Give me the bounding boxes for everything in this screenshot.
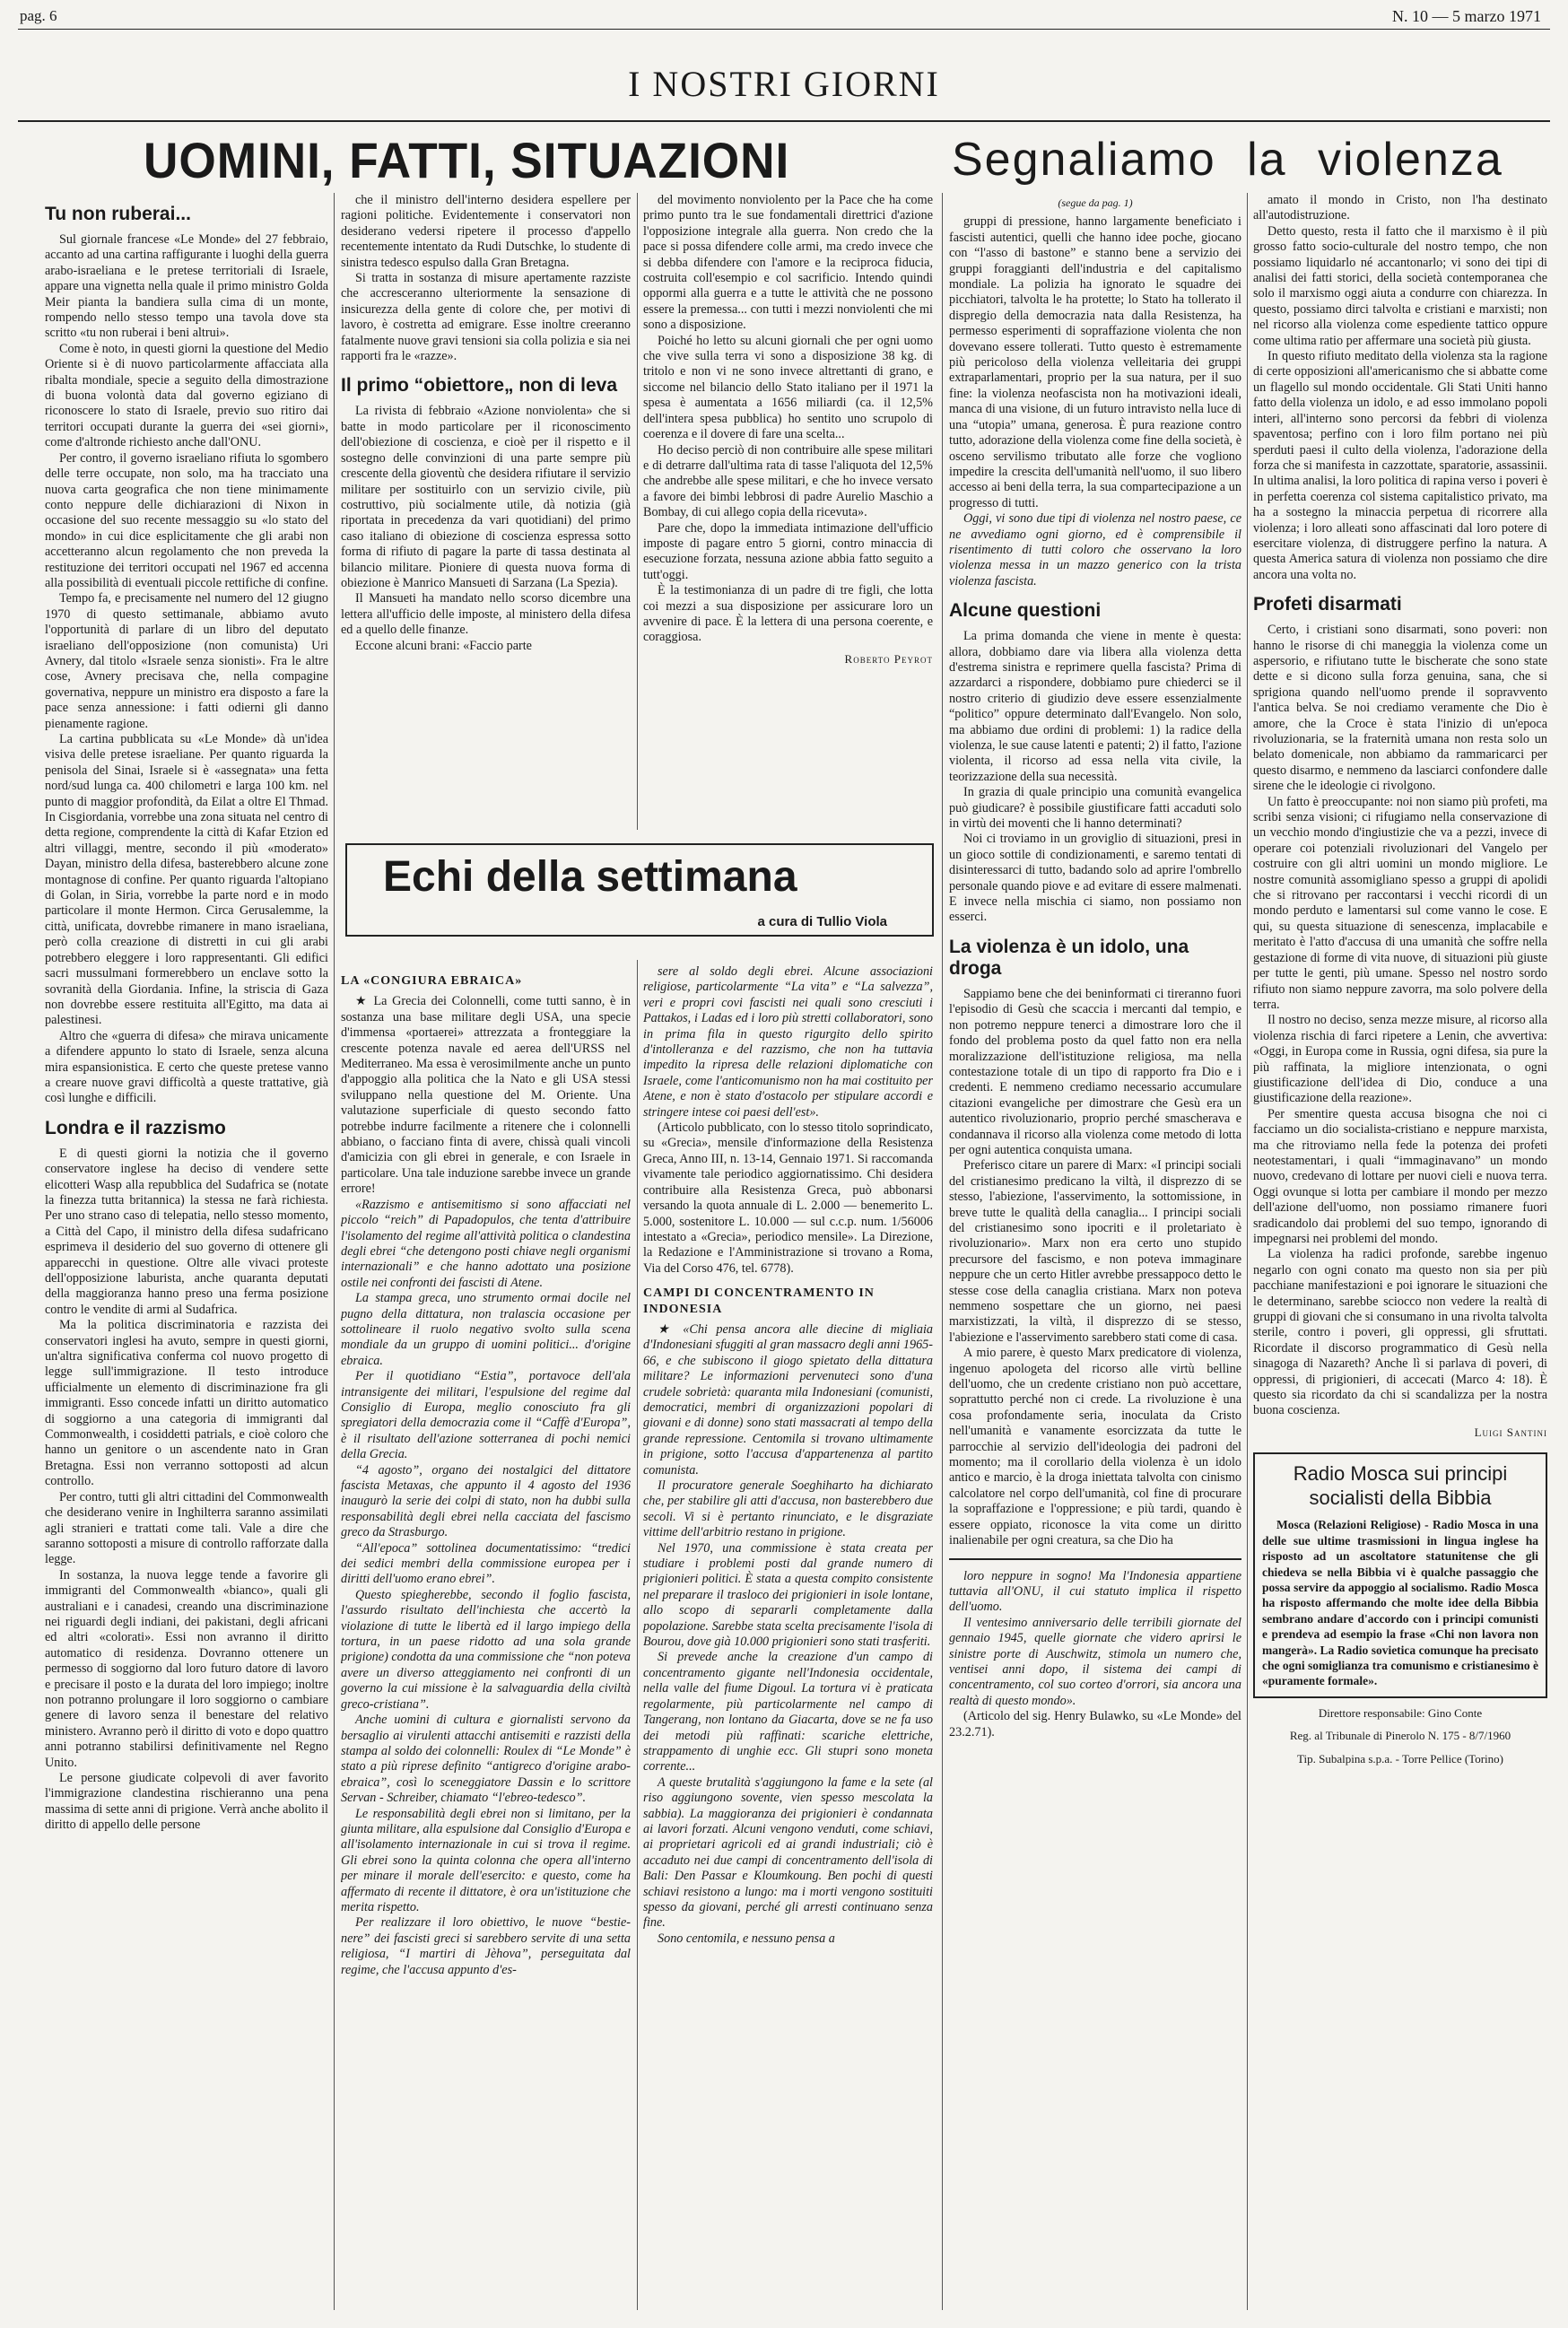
paragraph: Sappiamo bene che dei beninformati ci tireranno fuori l'episodio di Gesù che scaccia i mercanti dal tempio, e non potremo neppure tenerci a dimostrare loro che il fondo del problema posto da quel fatto non era nella moralizzazione dell'istituzione religiosa, ma nella contestazione totale di un tipo di rapporto fra Dio e i credenti. E nemmeno crediamo necessario accumulare citazioni evangeliche per dimostrare che Gesù era un autentico rivoluzionario, proprio perché smascherava e condannava il ricorso alla violenza come metodo di lotta per ogni autentica conquista umana.	[949, 986, 1241, 1157]
imprint-line: Reg. al Tribunale di Pinerolo N. 175 - 8/7/1960	[1289, 1729, 1511, 1743]
paragraph: (Articolo pubblicato, con lo stesso titolo soprindicato, su «Grecia», mensile d'informazione della Resistenza Greca, Anno III, n. 13-14, Gennaio 1971. Si raccomanda vivamente tale periodico aggiornatissimo. Chi desidera contribuire alla Resistenza Greca, può abbonarsi versando la quota annuale di L. 2.000 — benemerito L. 5.000, sostenitore L. 10.000 — sul c.c.p. num. 1/56006 intestato a «Grecia», periodico mensile». La Direzione, la Redazione e l'Amministrazione si trovano a Roma, Via del Corso 476, tel. 6778).	[643, 1120, 933, 1276]
column-divider	[637, 193, 638, 830]
paragraph: Il nostro no deciso, senza mezze misure, al ricorso alla violenza rischia di farci ripetere a Lenin, che avvertiva: «Oggi, in Europa come in Russia, ogni difesa, sia pure la più raffinata, la migliore intenzionata, o ogni giustificazione dell'idea di Dio, conduce a una giustificazione della reazione».	[1253, 1013, 1547, 1106]
italic-paragraph: «Razzismo e antisemitismo si sono affacciati nel piccolo “reich” di Papadopulos, che tenta d'attribuire l'isolamento del regime all'attività politica o clandestina degli ebrei “che detengono posti chiave negli organismi internazionali” e che hanno adottato una posizione ostile nei confronti dei fascisti di Atene.	[341, 1197, 631, 1290]
headline-left: UOMINI, FATTI, SITUAZIONI	[144, 132, 790, 188]
paragraph: Certo, i cristiani sono disarmati, sono poveri: non hanno le risorse di chi maneggia la violenza come un aspersorio, e rifiutano tutte le bischerate che sono state dette e si dicono sulla forza genuina, sana, che si sprigiona quando nell'uomo prende il sopravvento l'antica belva. Se noi crediamo veramente che Dio è amore, che la Croce è stata l'inizio di un'epoca rivoluzionaria, se la fraternità umana non resta solo un belato domenicale, non abbiamo da rammaricarci per questo disarmo, e nemmeno da lasciarci confondere dalle sirene che le ideologie ci rivolgono.	[1253, 623, 1547, 794]
italic-paragraph: sere al soldo degli ebrei. Alcune associazioni religiose, particolarmente “La vita” e “La salvezza”, veri e propri covi fascisti nei quali sono cresciuti i Pattakos, i Ladas ed i loro più stretti collaboratori, sono in prima fila in questo rigurgito dello spirito d'intolleranza e del razzismo, che non ha tuttavia impedito la ripresa delle relazioni diplomatiche con Israele, come l'anticomunismo non ha mai costituito per Atene, e non è stato d'ostacolo per stipulare accordi e stringere intese coi paesi dell'est».	[643, 964, 933, 1120]
paragraph: del movimento nonviolento per la Pace che ha come primo punto tra le sue fondamentali direttrici d'azione l'opposizione integrale alla guerra. Non credo che la pace si possa difendere colle armi, ma credo invece che si debba difendere con l'amore e la reciproca fiducia, costruita coll'esempio e col sacrificio. Intendo quindi oppormi alla guerra e a tutte le attività che ne possono essere la premessa... con tutti i mezzi nonviolenti che mi sono a disposizione.	[643, 193, 933, 333]
italic-paragraph: loro neppure in sogno! Ma l'Indonesia appartiene tuttavia all'ONU, il cui statuto implica il rispetto dell'uomo.	[949, 1568, 1241, 1615]
column-3-bottom	[643, 964, 933, 2315]
paragraph: Il Mansueti ha mandato nello scorso dicembre una lettera all'ufficio delle imposte, al ministero della difesa ed a quello delle finanze.	[341, 591, 631, 638]
paragraph: Si tratta in sostanza di misure apertamente razziste che accresceranno ulteriormente la sensazione di insicurezza della gente di colore che, per motivi di lavoro, è costretta ad emigrare. Esse inoltre creeranno fatalmente nuove gravi tensioni sia colla polizia e sia nei rapporti fra le «razze».	[341, 271, 631, 364]
column-divider	[334, 193, 335, 2310]
paragraph: (Articolo del sig. Henry Bulawko, su «Le Monde» del 23.2.71).	[949, 1709, 1241, 1739]
imprint-line: Tip. Subalpina s.p.a. - Torre Pellice (Torino)	[1297, 1751, 1503, 1766]
section-rule	[18, 120, 1550, 122]
paragraph: Ho deciso perciò di non contribuire alle spese militari e di detrarre dall'ultima rata di tasse l'aliquota del 12,5% che andrebbe alle spese militari, e che ho invece versato a favore dei bimbi lebbrosi di padre Aurelio Maschio a Bombay, di cui allego copia della ricevuta».	[643, 442, 933, 520]
headline-right: Segnaliamo la violenza	[952, 134, 1503, 186]
paragraph: Tempo fa, e precisamente nel numero del 12 giugno 1970 di questo settimanale, abbiamo avuto l'opportunità di parlare di un libro del deputato israeliano dell'opposizione (non comunista) Uri Avnery, dal titolo «Israele senza sionisti». Fra le altre cose, Avnery precisava che, nella compagine governativa, neppure un ministro era disposto a fare la pace senza annessione: i fatti odierni gli danno pienamente ragione.	[45, 591, 328, 731]
column-2-top	[341, 193, 631, 834]
article-heading: Il primo “obiettore„ non di leva	[341, 375, 618, 397]
echi-title: Echi della settimana	[383, 853, 797, 901]
paragraph: Le persone giudicate colpevoli di aver favorito l'immigrazione clandestina rischieranno una pena massima di sette anni di prigione. Verrà anche abolito il diritto di appello delle persone	[45, 1771, 328, 1833]
italic-paragraph: Il procuratore generale Soeghiharto ha dichiarato che, per stabilire gli atti d'accusa, non basterebbero due secoli. Vi si è pertanto rinunciato, e le disgraziate vittime dell'arbitrio restano in prigione.	[643, 1478, 933, 1540]
continued-note: (segue da pag. 1)	[1058, 196, 1133, 209]
paragraph: È la testimonianza di un padre di tre figli, che lotta coi mezzi a sua disposizione per assicurare loro un avvenire di pace. È la lettera di una persona coerente, e coraggiosa.	[643, 583, 933, 645]
paragraph: Poiché ho letto su alcuni giornali che per ogni uomo che vive sulla terra vi sono a disposizione 38 kg. di tritolo e non vi ne sono invece altrettanti di grano, e siccome nel bilancio dello Stato italiano per il 1971 la spesa è aumentata a 1656 miliardi (ca. il 12,5% dell'intera spesa pubblica) ho sentito uno scrupolo di coerenza e il dovere di fare una scelta...	[643, 333, 933, 442]
paragraph: Sul giornale francese «Le Monde» del 27 febbraio, accanto ad una cartina raffigurante i luoghi della guerra arabo-israeliana e le pretese territoriali di Israele, appare una vignetta nella quale il primo ministro Golda Meir pianta la bandiera sulla cima di un monte, rompendo nello stesso tempo una tavola dove sta scritto «tu non ruberai i beni altrui».	[45, 232, 328, 341]
italic-paragraph: “4 agosto”, organo dei nostalgici del dittatore fascista Metaxas, che appunto il 4 agosto del 1936 inaugurò la serie dei colpi di stato, non ha dubbi sulla responsabilità degli ebrei nella cacciata del fascismo greco da Strasburgo.	[341, 1462, 631, 1540]
italic-paragraph: Per il quotidiano “Estia”, portavoce dell'ala intransigente dei militari, l'espulsione del regime dal Consiglio di Europa, meglio conosciuto fra gli spregiatori della democrazia come il “Caffè d'Europa”, è il risultato dell'azione sotterranea di pochi nemici della Grecia.	[341, 1369, 631, 1462]
article-heading: Tu non ruberai...	[45, 204, 191, 224]
article-heading: Profeti disarmati	[1253, 594, 1402, 615]
article-subheading: CAMPI DI CONCENTRAMENTO IN INDONESIA	[643, 1286, 875, 1316]
paragraph: In grazia di quale principio una comunità evangelica può giudicare? è possibile giustificare fatti accaduti solo in virtù dei moventi che li hanno determinati?	[949, 785, 1241, 832]
paragraph: La cartina pubblicata su «Le Monde» dà un'idea visiva delle pretese israeliane. Per quanto riguarda la penisola del Sinai, Israele si è «assegnata» una fetta nord/sud lunga ca. 400 chilometri e larga 100 km. nel punto di maggior profondità, da Eilat a oltre El Thmad. In Cisgiordania, vorrebbe una zona situata nel centro di detta regione, comprendente la città di Kafar Etzion ed altri villaggi, mentre, secondo il più «moderato» Dayan, ministro della difesa, basterebbero alcune zone montagnose di confine. Per quanto riguarda l'altopiano di Golan, in Siria, vorrebbe la parte nord e in modo particolare il monte Hermon. Circa Gerusalemme, la città, unificata, dovrebbe rimanere in mano israeliana, però colla creazione di distretti in cui gli arabi potrebbero eleggere i loro rappresentanti. Gli edifici sacri mussulmani formerebbero un enclave sotto la sovranità della Giordania. Infine, la striscia di Gaza non dovrebbe essere restituita all'Egitto, ma data ai palestinesi.	[45, 732, 328, 1028]
paragraph: La rivista di febbraio «Azione nonviolenta» che si batte in modo particolare per il riconoscimento dell'obiezione di coscienza, e cioè per il rispetto e il sostegno delle convinzioni di una parte sempre più crescente della gioventù che desidera rifiutare il servizio militare per sostituirlo con un servizio civile, più costruttivo, più socialmente utile, dà notizia (già riportata in precedenza da vari quotidiani) del primo caso italiano di obiezione di coscienza espressa sotto forma di rifiuto di pagare la parte di tassa destinata al bilancio militare. Pioniere di questa nuova forma di obiezione è Manrico Mansueti di Sarzana (La Spezia).	[341, 404, 631, 590]
echi-box	[345, 843, 934, 937]
column-divider	[942, 193, 943, 2310]
article-subheading: LA «CONGIURA EBRAICA»	[341, 974, 523, 988]
column-divider	[637, 960, 638, 2310]
italic-paragraph: “All'epoca” sottolinea documentatissimo: “tredici dei sedici membri della commissione europea per i diritti dell'uomo erano ebrei”.	[341, 1540, 631, 1587]
italic-paragraph: Anche uomini di cultura e giornalisti servono da bersaglio ai virulenti attacchi antisemiti e razzisti della stampa al soldo dei colonnelli: Roulex di “Le Monde” è stato a più riprese definito “antigreco d'origine arabo-ebraica”, così lo sceneggiatore Dassin e lo scrittore Servan - Schreiber, chiamato “l'ebreo-tedesco”.	[341, 1713, 631, 1806]
imprint-line: Direttore responsabile: Gino Conte	[1318, 1705, 1483, 1720]
page-number: pag. 6	[20, 7, 57, 24]
column-divider	[1247, 193, 1248, 2310]
column-4	[949, 196, 1241, 2315]
paragraph: Un fatto è preoccupante: noi non siamo più profeti, ma scribi senza visioni; ci rifugiamo nella conservazione di un vecchio mondo d'ingiustizie che va a pezzi, invece di operare coi potenziali rivoluzionari del Vangelo per costruire con gli altri uomini un mondo migliore. Le nostre comunità assomigliano spesso a gruppi di apolidi che si ritrovano per raccontarsi i vecchi ricordi di un mondo perduto e lamentarsi sul come vanno le cose. E qui, su questa situazione di senescenza, implacabile e meritato è l'atto d'accusa di una umanità che soffre nella gestazione di forme di vita nuove, di situazioni più giuste per tutte le genti, più umane. Spesso nel nostro sordo rifiuto non siamo neppure zavorra, ma solo polvere della terra.	[1253, 794, 1547, 1012]
paragraph: che il ministro dell'interno desidera espellere per ragioni politiche. Evidentemente i conservatori non desiderano vedersi ripetere il processo d'appello recentemente intentato da Rudi Dutschke, lo studente di sinistra tedesco espulso dalla Gran Bretagna.	[341, 193, 631, 270]
paragraph: La violenza ha radici profonde, sarebbe ingenuo negarlo con ogni conato ma questo non sia per più pacchiane manifestazioni e poi ignorare le situazioni che le determinano, sarebbe sciocco non vedere la realtà di gruppi di giovani che si consumano in una rivolta talvolta sterile, contro i poveri, gli oppressi, gli sfruttati. Ricordate il discorso programmatico di Gesù nella sinagoga di Nazareth? Anche lì si parlava di poveri, di oppressi, di prigionieri, di accecati (Marco 4: 18). È questo sia ricordato da chi si scandalizza per la nostra buona coscienza.	[1253, 1247, 1547, 1418]
paragraph: A mio parere, è questo Marx predicatore di violenza, ingenuo apologeta del ricorso alle virtù belline dell'uomo, che un credente cristiano non può accettare, soprattutto perché non ci crede. La rivoluzione è una cosa profondamente seria, inoculata da Cristo nell'umanità e vanamente esorcizzata da tutte le parrocchie al servizio dell'ideologia dei padroni del momento; ma il corollario della violenza è un idolo antico e marcio, è la droga iniettata talvolta con cinismo calcolatore nel corpo dell'umanità, col fine di procurare la sopraffazione e l'oppressione; e più tardi, quando è essere oppiato, riconosce la vita come un diritto inalienabile per ogni creatura, sa che Dio ha	[949, 1346, 1241, 1548]
paragraph: E di questi giorni la notizia che il governo conservatore inglese ha deciso di vendere sette elicotteri Wasp alla repubblica del Sudafrica se (notate la finezza tutta britannica) la stessa ne farà richiesta. Per uno strano caso di telepatia, nello stesso momento, a Città del Capo, il ministro della difesa sudafricano esprimeva il desiderio del suo governo di ottenere gli apparecchi in questione. Oltre alle vivaci proteste dell'opposizione laburista, anche quaranta deputati della maggioranza hanno preso una ferma posizione contro le vendite di armi al Sudafrica.	[45, 1146, 328, 1317]
author-signature: Roberto Peyrot	[844, 651, 933, 666]
paragraph: amato il mondo in Cristo, non l'ha destinato all'autodistruzione.	[1253, 193, 1547, 223]
italic-paragraph: A queste brutalità s'aggiungono la fame e la sete (al riso aggiungono sovente, vien spesso mescolata la sabbia). La maggioranza dei prigionieri è condannata ai lavori forzati. Alcuni vengono venduti, come schiavi, ai proprietari agricoli ed ai grandi industriali; ciò è accaduto nei due campi di concentramento dell'isola di Bali: Den Passar e Kloumkoung. Ben pochi di questi schiavi resistono a lungo: ma i morti vengono sostituiti spesso da giovani, perché gli arresti continuano senza fine.	[643, 1774, 933, 1931]
separator-rule	[949, 1558, 1241, 1560]
paragraph: Preferisco citare un parere di Marx: «I principi sociali del cristianesimo predicano la viltà, il disprezzo di se stesso, l'abiezione, l'asservimento, la sottomissione, in breve tutte le qualità della canaglia... I principi sociali del cristianesimo sono ipocriti e il proletariato è rivoluzionario». Marx non era certo uno stupido precursore del fascismo, e non poteva immaginare neppure che un certo Hitler avrebbe pressappoco detto le stesse cose della canaglia cristiana. Marx non poteva nemmeno sospettare che un giorno, nei paesi marxistizzati, la viltà, il disprezzo di se stesso, l'abiezione e l'asservimento sarebbero stati come di casa.	[949, 1158, 1241, 1345]
italic-paragraph: Sono centomila, e nessuno pensa a	[658, 1931, 835, 1946]
paragraph: Per contro, il governo israeliano rifiuta lo sgombero delle terre occupate, non solo, ma ha tracciato una nuova carta geografica che non tiene minimamente conto neppure delle dichiarazioni di Nixon in occasione del suo recente messaggio su «lo stato del mondo» in cui dice esplicitamente che gli arabi non accetteranno alcun regolamento che non preveda la restituzione dei territori occupati nel 1967 ed accenna alla possibilità di eventuali piccole rettifiche di confine.	[45, 450, 328, 590]
paragraph: Ma la politica discriminatoria e razzista dei conservatori inglesi ha avuto, sempre in questi giorni, un'altra significativa conferma col nuovo progetto di legge sull'immigrazione. Il testo introduce ufficialmente un elemento di discriminazione fra gli immigranti. Esso concede infatti un diritto automatico di soggiorno a una categoria di immigranti dal Commonwealth, i cosiddetti patrials, e cioè coloro che hanno un genitore o un ascendente nato in Gran Bretagna. Essi non verranno sottoposti ad alcun controllo.	[45, 1318, 328, 1489]
paragraph: Come è noto, in questi giorni la questione del Medio Oriente si è di nuovo particolarmente affacciata alla ribalta mondiale, specie a seguito della dimostrazione di buona volontà data dal governo egiziano di riconoscere lo stato di Israele, previo suo ritiro dai territori occupati durante la guerra dei «sei giorni», come d'altronde richiesto anche dall'ONU.	[45, 341, 328, 450]
italic-paragraph: Per realizzare il loro obiettivo, le nuove “bestie-nere” dei fascisti greci si sarebbero servite di una setta religiosa, “I martiri di Jèhova”, perseguitata dal regime, che l'accusa appunto d'es-	[341, 1915, 631, 1977]
paragraph: Altro che «guerra di difesa» che mirava unicamente a difendere appunto lo stato di Israele, senza alcuna mira espansionistica. E certo che queste pretese vanno a creare nuove gravi difficoltà a queste trattative, già così lunghe e difficili.	[45, 1028, 328, 1106]
paragraph: Pare che, dopo la immediata intimazione dell'ufficio imposte di pagare entro 5 giorni, contro minaccia di esecuzione forzata, nessuna azione abbia fatto seguito a tutt'oggi.	[643, 520, 933, 582]
paragraph: Eccone alcuni brani: «Faccio parte	[355, 638, 532, 653]
column-5	[1253, 193, 1547, 2315]
article-heading: La violenza è un idolo, una droga	[949, 936, 1189, 979]
author-signature: Luigi Santini	[1474, 1425, 1547, 1439]
paragraph: In questo rifiuto meditato della violenza sta la ragione di certe opposizioni all'americanismo che si abbatte come un flagello sul mondo occidentale. Gli Stati Uniti hanno fatto della violenza un idolo, e ad esso immolano popoli interi, all'interno sono percorsi da febbri di violenza spaventosa; perfino con i loro film portano nei più sperduti paesi il culto della violenza, l'adorazione della forza che si manifesta in cazzottate, sparatorie, assassinii. In ultima analisi, la loro politica di rapina verso i poveri è in perfetta coerenza col sistema capitalistico privato, ma ha a sostegno la minaccia perpetua di ricorrere alla violenza; i loro alleati sono affascinati dal loro potere di esercitare violenza, di distruggere perfino la natura. A questa America satura di violenza non possiamo che dire ancora una volta no.	[1253, 349, 1547, 582]
italic-paragraph: Il ventesimo anniversario delle terribili giornate del gennaio 1945, quelle giornate che videro aprirsi le sinistre porte di Auschwitz, stimola un numero che, ventisei anni dopo, il sistema dei campi di concentramento, col suo corteo d'orrori, sia ancora una realtà di questo mondo».	[949, 1615, 1241, 1708]
paragraph: Detto questo, resta il fatto che il marxismo è il più grosso fatto socio-culturale del nostro tempo, che non possiamo liquidarlo né accantonarlo; vi sono dei tipi di analisi dei fatti storici, della società contemporanea che solo il marxismo oggi aiuta a condurre con chiarezza. In questo, possiamo dirci talvolta e cristiani e marxisti; non nel ricorso alla violenza come espediente tattico oppure come ultima ratio per affermare una società più giusta.	[1253, 223, 1547, 348]
radio-mosca-box	[1253, 1452, 1547, 1697]
box-title: Radio Mosca sui principi socialisti della Bibbia	[1293, 1462, 1508, 1510]
italic-paragraph: La stampa greca, uno strumento ormai docile nel pugno della dittatura, non tralascia occasione per sottolineare il ruolo negativo svolto sulla scena mondiale da un gruppo di uomini politici... d'origine ebraica.	[341, 1291, 631, 1368]
italic-paragraph: ★ «Chi pensa ancora alle diecine di migliaia d'Indonesiani sfuggiti al gran massacro degli anni 1965-66, e che subiscono il giogo spietato della dittatura militare? Le informazioni pervenuteci sono d'una crudele sobrietà: quaranta mila Indonesiani (comunisti, democratici, membri di organizzazioni popolari di giovani e di donne) sono stati massacrati al tempo della grande repressione. Centomila si trovano ultimamente in prigione, sotto l'accusa d'appartenenza al partito comunista.	[643, 1321, 933, 1478]
box-paragraph: Mosca (Relazioni Religiose) - Radio Mosca in una delle sue ultime trasmissioni in lingua inglese ha risposto ad un ascoltatore statunitense che gli chiedeva se nella Bibbia vi è qualche passaggio che possa servire da appoggio al socialismo. Radio Mosca ha risposto affermando che molte idee della Bibbia sembrano andare d'accordo con i principi comunisti e prendeva ad esempio la frase «Chi non lavora non mangerà». La Radio sovietica comunque ha precisato che ogni somiglianza tra comunismo e cristianesimo è «puramente formale».	[1262, 1518, 1538, 1688]
italic-paragraph: Nel 1970, una commissione è stata creata per studiare i problemi posti dal grande numero di prigionieri politici. È stata a questa compito consistente nel preparare il trasloco dei prigionieri in isole lontane, allo scopo di separarli completamente dalla popolazione. Sarebbe stata scelta precisamente l'isola di Bourou, dove già 10.000 prigionieri sono stati trasferiti.	[643, 1540, 933, 1650]
italic-paragraph: Oggi, vi sono due tipi di violenza nel nostro paese, ce ne avvediamo ogni giorno, ed è comprensibile il risentimento di tutti coloro che osservano la loro violenza messa in un mazzo generico con la trista violenza fascista.	[949, 511, 1241, 589]
article-heading: Londra e il razzismo	[45, 1117, 226, 1138]
italic-paragraph: Le responsabilità degli ebrei non si limitano, per la giunta militare, alla espulsione dal Consiglio d'Europa e all'isolamento internazionale in cui si trova il regime. Gli ebrei sono la quinta colonna che opera all'interno per minare il morale dell'esercito: e questo, come ha affermato di recente il dittatore, è ora un'istituzione che merita rispetto.	[341, 1806, 631, 1914]
paragraph: ★ La Grecia dei Colonnelli, come tutti sanno, è in sostanza una base militare degli USA, una specie d'immensa «portaerei» attrezzata a fronteggiare la crescente potenza navale ed aerea dell'URSS nel Mediterraneo. Ma essa è verosimilmente anche un punto d'appoggio alla politica che la Nato e gli USA stessi sviluppano nella questione del M. Oriente. Una valutazione superficiale di questo secondo fatto potrebbe indurre facilmente a ritenere che i colonnelli abbiano, o facciano finta di avere, chissà quali vincoli d'amicizia con gli ebrei in generale, e con Israele in particolare. Una tale induzione sarebbe invece un grande errore!	[341, 994, 631, 1197]
paragraph: gruppi di pressione, hanno largamente beneficiato i fascisti autentici, quelli che hanno idee poche, giocano con “l'asso di bastone” e stanno bene a servizio dei gruppi foraggianti dell'industria e del capitalismo mondiale. La polizia ha ignorato le squadre dei picchiatori, talvolta le ha protette; lo Stato ha tollerato il dispregio della democrazia nata dalla Resistenza, ha permesso esperimenti di sopraffazione violenta che non dovevano essere tollerati. Tutto questo è estremamente più pericoloso della violenza velleitaria dei gruppi extraparlamentari, proprio per la sua natura, per il suo fine: la violenza neofascista non ha motivazioni ideali, manca di una visione, di un futuro intravisto nella luce di una “utopia” umana, generosa. È pura reazione contro tutto, adorazione della violenza come fine della società, è osceno servilismo tributato alle forze che vogliono impedire la crescita dell'umanità nell'uomo, il suo libero accesso ai beni della terra, la sua compartecipazione a un progresso di tutti.	[949, 214, 1241, 510]
italic-paragraph: Si prevede anche la creazione d'un campo di concentramento gigante nell'Indonesia occidentale, nella valle del fiume Digoul. La tortura vi è praticata regolarmente, più particolarmente nel campo di Tangerang, non lontano da Giacarta, dove se ne fa uso dei metodi più raffinati: scariche elettriche, strappamento di unghie ecc. Gli stupri sono moneta corrente...	[643, 1650, 933, 1774]
column-3-top	[643, 193, 933, 834]
article-heading: Alcune questioni	[949, 600, 1102, 622]
echi-subtitle: a cura di Tullio Viola	[757, 914, 887, 929]
column-1	[45, 193, 328, 2315]
paragraph: La prima domanda che viene in mente è questa: allora, dobbiamo dare via libera alla violenza detta d'estrema sinistra e reprimere quella fascista? Prima di azzardarci a rispondere, dobbiamo pure chiederci se il nostro criterio di giudizio deve essere essenzialmente “politico” oppure determinato dall'Evangelo. Non solo, ma abbiamo due ordini di problemi: 1) la radice della violenza, le sue cause latenti e patenti; 2) il fatto, l'azione violenta, il ricorso ad essa nella vita civile, la teorizzazione della sua necessità.	[949, 629, 1241, 784]
paragraph: Per contro, tutti gli altri cittadini del Commonwealth che desiderano venire in Inghilterra saranno assimilati agli stranieri e trattati come tali. Vale a dire che saranno sottoposti a misure di controllo rafforzate dalla legge.	[45, 1489, 328, 1567]
paragraph: Per smentire questa accusa bisogna che noi ci facciamo un dio socialista-cristiano e neppure marxista, ma che ritroviamo nella fede la potenza dei profeti neotestamentari, i quali “immaginavano” un mondo nuovo, credevano di lottare per nuovi cieli e nuova terra. Oggi ovunque si lotta per cambiare il mondo per mezzo dell'azione dell'uomo, non possiamo rimanere fuori sradicandolo dai problemi del suo tempo, ignorando di impegnarsi nei problemi del mondo.	[1253, 1106, 1547, 1246]
column-2-bottom	[341, 964, 631, 2315]
italic-paragraph: Questo spiegherebbe, secondo il foglio fascista, l'assurdo risultato dell'inchiesta che accertò la violazione di tutte le libertà ed il largo impiego della tortura, in un paese ridotto ad una sola grande prigione) condotta da una commissione che “non poteva avere un diverso atteggiamento nei confronti di un governo la cui missione è la salvaguardia della civiltà greco-cristiana”.	[341, 1587, 631, 1712]
top-rule	[18, 29, 1550, 30]
paragraph: Noi ci troviamo in un groviglio di situazioni, presi in un gioco sottile di condizionamenti, e saremo tentati di disinteressarci di tutto, badando solo ad aprire l'ombrello personale quando piove e ad evitare di essere malmenati. E invece nella mischia ci siamo, non possiamo non esserci.	[949, 832, 1241, 925]
issue-date: N. 10 — 5 marzo 1971	[1392, 7, 1541, 25]
section-title: I NOSTRI GIORNI	[628, 64, 940, 104]
paragraph: In sostanza, la nuova legge tende a favorire gli immigranti del Commonwealth «bianco», quali gli australiani e i canadesi, creando una discriminazione nei riguardi degli indiani, dei pakistani, degli africani ed altri «colorati». Essi non avranno il diritto automatico di residenza. Dovranno ottenere un permesso di soggiorno dal loro futuro datore di lavoro e precisare il posto e la durata del loro impiego; inoltre non potranno prolungare il loro soggiorno o cambiare genere di lavoro senza il benestare del relativo ministero. Avranno però il diritto di voto e dopo quattro anni potranno stabilirsi definitivamente nel Regno Unito.	[45, 1567, 328, 1770]
